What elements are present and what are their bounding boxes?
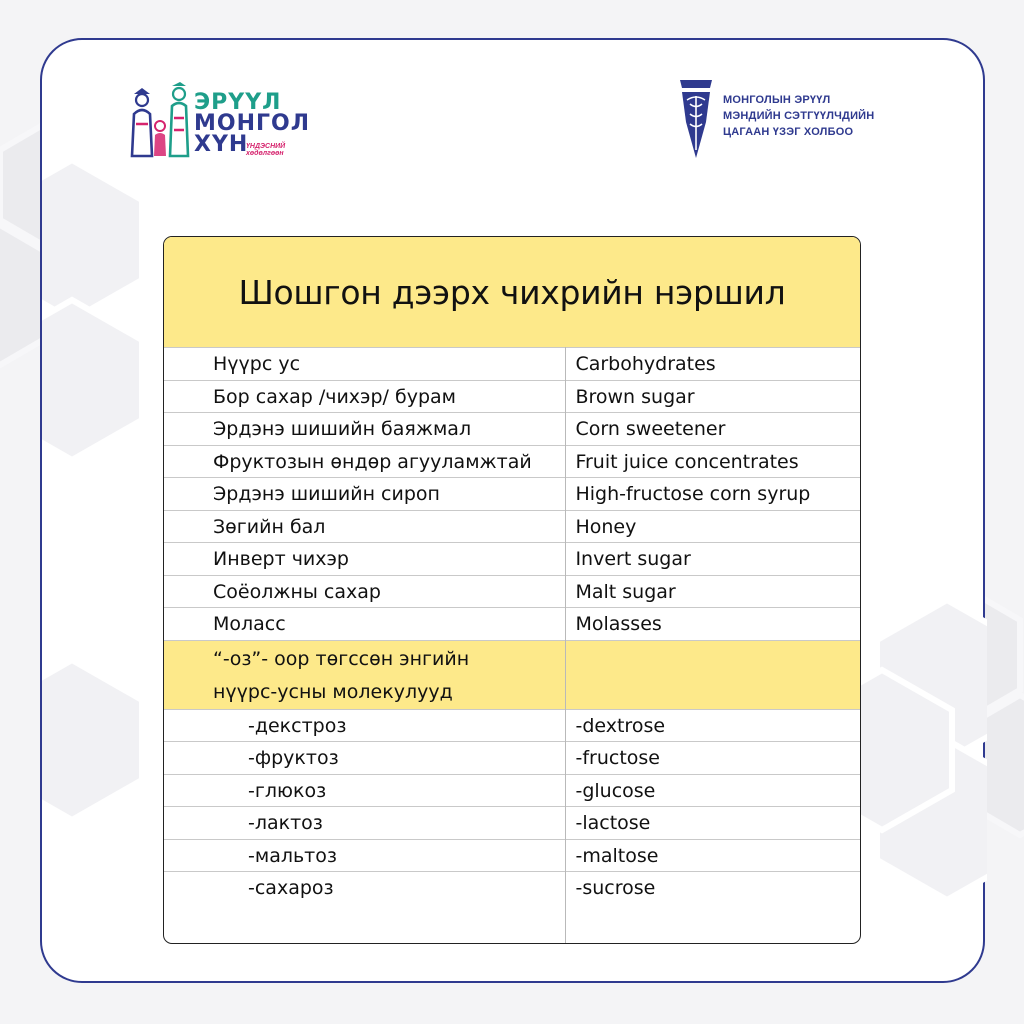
en-cell: Invert sugar [575,548,691,570]
en-cell: Malt sugar [575,580,676,603]
table-row [164,348,860,381]
mn-cell: -фруктоз [248,747,339,769]
mn-cell: Зөгийн бал [213,515,326,538]
en-cell: Corn sweetener [575,418,726,440]
mn-cell: Моласс [213,613,286,635]
table-row [164,775,860,808]
table-title-bar [164,237,860,348]
table-row [164,742,860,775]
mn-cell: Эрдэнэ шишийн баяжмал [213,418,472,440]
table-row [164,807,860,840]
table-row [164,511,860,544]
mn-cell: Фруктозын өндөр агууламжтай [213,450,532,473]
section-header-en [564,641,860,709]
en-cell: Molasses [575,613,662,635]
mn-cell: -сахароз [248,877,334,899]
mn-cell: -глюкоз [248,779,327,802]
section-header-row [164,641,860,710]
column-divider [565,347,566,943]
mn-cell: Нүүрс ус [213,353,301,375]
mn-cell: -мальтоз [248,844,337,867]
sugar-names-table [163,236,861,944]
table-row [164,381,860,414]
association-name [723,92,874,140]
table-row [164,576,860,609]
table-row [164,478,860,511]
table-row [164,608,860,641]
eruul-mongol-khun-logo [128,80,313,160]
logo-tagline [246,143,316,157]
association-name-line-3: ЦАГААН ҮЗЭГ ХОЛБОО [723,126,854,138]
section-header-mn [164,641,564,709]
mn-cell: Соёолжны сахар [213,580,381,603]
en-cell: Carbohydrates [575,353,716,375]
mn-cell: Инверт чихэр [213,548,349,570]
en-cell: Honey [575,515,637,538]
en-cell: High-fructose corn syrup [575,483,811,505]
association-name-line-2: МЭНДИЙН СЭТГҮҮЛЧДИЙН [723,110,875,122]
white-pen-association-logo [676,78,926,158]
logo-word-3: ХҮН [194,132,249,157]
section-header-line-1: “-оз”- оор төгссөн энгийн [213,647,470,670]
table-row [164,840,860,873]
en-cell: -dextrose [575,714,666,737]
mn-cell: Бор сахар /чихэр/ бурам [213,385,456,408]
en-cell: -fructose [575,747,660,769]
table-row [164,872,860,936]
section-header-line-2: нүүрс-усны молекулууд [213,680,453,703]
table-row [164,543,860,576]
mn-cell: -декстроз [248,714,347,737]
pen-nib-caduceus-icon [676,78,716,160]
logo-word-2: МОНГОЛ [194,111,310,136]
en-cell: Fruit juice concentrates [575,450,799,473]
en-cell: -lactose [575,812,651,834]
en-cell: -maltose [575,844,659,867]
association-name-line-1: МОНГОЛЫН ЭРҮҮЛ [723,94,831,106]
logo-tagline-2: хөдөлгөөн [246,150,284,157]
logo-word-1: ЭРҮҮЛ [194,90,282,115]
en-cell: -glucose [575,779,656,802]
en-cell: -sucrose [575,877,656,899]
table-row [164,710,860,743]
mn-cell: -лактоз [248,812,323,834]
table-title: Шошгон дээрх чихрийн нэршил [238,272,786,312]
table-row [164,413,860,446]
en-cell: Brown sugar [575,385,695,408]
table-row [164,446,860,479]
mongol-family-figures-icon [128,80,192,160]
logo-tagline-1: ҮНДЭСНИЙ [246,143,286,150]
mn-cell: Эрдэнэ шишийн сироп [213,483,440,505]
